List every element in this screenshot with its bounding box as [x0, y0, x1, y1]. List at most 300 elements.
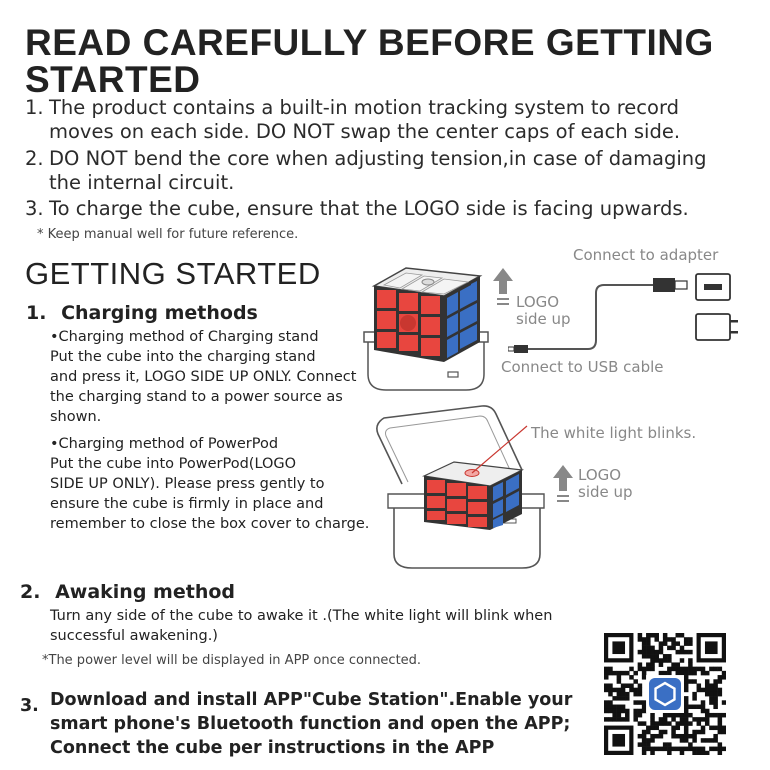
qr-module: [701, 726, 706, 731]
qr-module: [663, 747, 668, 752]
qr-module: [709, 696, 714, 701]
qr-module: [604, 709, 609, 714]
qr-module: [701, 700, 706, 705]
qr-module: [680, 747, 685, 752]
qr-module: [659, 734, 664, 739]
qr-module: [722, 747, 726, 752]
qr-module: [701, 709, 706, 714]
qr-module: [654, 650, 659, 655]
qr-module: [659, 650, 664, 655]
text-line: the charging stand to a power source as: [50, 389, 343, 405]
qr-module: [650, 738, 655, 743]
qr-module: [684, 650, 689, 655]
qr-module: [684, 709, 689, 714]
qr-module: [718, 742, 723, 747]
qr-module: [692, 671, 697, 676]
qr-module: [604, 671, 609, 676]
qr-module: [621, 688, 626, 693]
qr-module: [642, 747, 647, 752]
qr-module: [646, 654, 651, 659]
qr-module: [629, 683, 634, 688]
qr-module: [684, 641, 689, 646]
qr-module: [625, 692, 630, 697]
qr-module: [629, 688, 634, 693]
qr-module: [638, 633, 643, 638]
qr-module: [650, 717, 655, 722]
qr-module: [676, 650, 681, 655]
qr-module: [621, 671, 626, 676]
qr-module: [646, 742, 651, 747]
qr-module: [713, 747, 718, 752]
qr-module: [688, 742, 693, 747]
qr-module: [705, 751, 710, 755]
connect-adapter-label: Connect to adapter: [573, 246, 719, 264]
qr-module: [646, 667, 651, 672]
text-line: SIDE UP ONLY). Please press gently to: [50, 476, 325, 492]
qr-module: [604, 700, 609, 705]
qr-finder: [612, 641, 625, 654]
qr-module: [709, 713, 714, 718]
label-line: LOGO: [516, 293, 560, 311]
qr-code[interactable]: [604, 633, 726, 755]
qr-module: [638, 637, 643, 642]
qr-module: [608, 671, 613, 676]
qr-module: [646, 637, 651, 642]
qr-module: [713, 683, 718, 688]
qr-module: [625, 713, 630, 718]
awaking-instructions: [50, 606, 610, 646]
qr-module: [697, 667, 702, 672]
warning-line: moves on each side. DO NOT swap the center caps of each side.: [49, 120, 681, 143]
qr-module: [676, 747, 681, 752]
title-line-1: READ CAREFULLY BEFORE GETTING: [25, 22, 714, 63]
qr-module: [688, 650, 693, 655]
qr-module: [667, 637, 672, 642]
qr-module: [663, 637, 668, 642]
qr-module: [680, 650, 685, 655]
qr-module: [659, 646, 664, 651]
qr-module: [638, 713, 643, 718]
qr-module: [642, 730, 647, 735]
qr-module: [621, 705, 626, 710]
qr-module: [608, 717, 613, 722]
qr-module: [617, 705, 622, 710]
qr-module: [629, 675, 634, 680]
qr-module: [684, 738, 689, 743]
warning-number: 3.: [25, 197, 44, 220]
qr-module: [642, 675, 647, 680]
qr-module: [621, 692, 626, 697]
qr-module: [671, 641, 676, 646]
qr-module: [663, 742, 668, 747]
qr-module: [633, 700, 638, 705]
qr-module: [659, 730, 664, 735]
qr-module: [608, 667, 613, 672]
qr-module: [713, 679, 718, 684]
qr-module: [722, 675, 726, 680]
qr-module: [650, 734, 655, 739]
qr-module: [688, 721, 693, 726]
qr-module: [617, 709, 622, 714]
qr-module: [650, 646, 655, 651]
qr-module: [671, 637, 676, 642]
text-line: Download and install APP"Cube Station".Enable your: [50, 690, 573, 710]
qr-module: [642, 654, 647, 659]
qr-module: [713, 696, 718, 701]
qr-module: [713, 688, 718, 693]
qr-module: [676, 726, 681, 731]
qr-module: [671, 667, 676, 672]
qr-module: [684, 688, 689, 693]
qr-module: [608, 705, 613, 710]
qr-finder: [705, 641, 718, 654]
qr-module: [680, 734, 685, 739]
qr-module: [713, 692, 718, 697]
qr-module: [697, 730, 702, 735]
qr-module: [604, 688, 609, 693]
qr-module: [713, 700, 718, 705]
qr-module: [671, 713, 676, 718]
qr-module: [633, 688, 638, 693]
qr-module: [667, 654, 672, 659]
qr-module: [680, 671, 685, 676]
qr-module: [642, 650, 647, 655]
qr-module: [705, 679, 710, 684]
qr-module: [612, 713, 617, 718]
qr-module: [684, 696, 689, 701]
label-line: side up: [516, 310, 571, 328]
qr-module: [625, 717, 630, 722]
qr-module: [625, 671, 630, 676]
text-line: •Charging method of PowerPod: [50, 436, 279, 452]
qr-module: [642, 646, 647, 651]
qr-module: [713, 738, 718, 743]
charging-methods-heading: [26, 302, 258, 324]
qr-finder: [612, 734, 625, 747]
qr-module: [671, 646, 676, 651]
warning-item-1: [25, 96, 765, 144]
qr-module: [617, 713, 622, 718]
text-line: Turn any side of the cube to awake it .(The white light will blink when: [50, 608, 553, 624]
manual-note: * Keep manual well for future reference.: [37, 227, 299, 242]
qr-module: [650, 747, 655, 752]
qr-module: [718, 692, 723, 697]
qr-module: [654, 721, 659, 726]
qr-module: [705, 692, 710, 697]
qr-module: [697, 747, 702, 752]
cable-and-adapter-illustration: [508, 268, 748, 368]
qr-module: [709, 692, 714, 697]
qr-module: [676, 641, 681, 646]
qr-module: [713, 705, 718, 710]
qr-module: [604, 717, 609, 722]
qr-module: [633, 671, 638, 676]
qr-module: [718, 679, 723, 684]
qr-module: [642, 641, 647, 646]
qr-module: [688, 658, 693, 663]
qr-module: [654, 734, 659, 739]
warning-line: the internal circuit.: [49, 171, 235, 194]
qr-module: [684, 717, 689, 722]
qr-module: [680, 713, 685, 718]
qr-module: [692, 667, 697, 672]
qr-module: [688, 637, 693, 642]
qr-module: [709, 667, 714, 672]
qr-module: [688, 747, 693, 752]
qr-module: [684, 637, 689, 642]
qr-module: [625, 709, 630, 714]
text-line: and press it, LOGO SIDE UP ONLY. Connect: [50, 369, 357, 385]
qr-module: [680, 721, 685, 726]
qr-module: [680, 646, 685, 651]
qr-module: [663, 641, 668, 646]
qr-module: [667, 646, 672, 651]
qr-module: [718, 730, 723, 735]
up-arrow-icon: [552, 465, 574, 505]
qr-module: [612, 705, 617, 710]
qr-module: [684, 683, 689, 688]
qr-module: [642, 700, 647, 705]
qr-module: [722, 713, 726, 718]
qr-module: [705, 683, 710, 688]
qr-module: [692, 692, 697, 697]
qr-module: [701, 751, 706, 755]
qr-module: [650, 721, 655, 726]
qr-module: [705, 688, 710, 693]
qr-module: [650, 726, 655, 731]
qr-module: [713, 667, 718, 672]
qr-module: [697, 717, 702, 722]
qr-module: [633, 713, 638, 718]
qr-module: [701, 667, 706, 672]
qr-module: [676, 662, 681, 667]
warning-item-3: [25, 197, 765, 221]
section-title: Awaking method: [55, 581, 235, 603]
qr-module: [638, 667, 643, 672]
qr-module: [608, 700, 613, 705]
warning-number: 2.: [25, 147, 44, 170]
qr-module: [718, 667, 723, 672]
qr-module: [676, 721, 681, 726]
qr-module: [722, 726, 726, 731]
warning-line: The product contains a built-in motion tracking system to record: [49, 96, 679, 119]
qr-module: [713, 726, 718, 731]
qr-module: [667, 721, 672, 726]
qr-module: [621, 696, 626, 701]
qr-module: [684, 726, 689, 731]
qr-module: [676, 667, 681, 672]
qr-module: [663, 730, 668, 735]
qr-module: [617, 688, 622, 693]
section-number: 2.: [20, 581, 41, 603]
text-line: smart phone's Bluetooth function and open the APP;: [50, 714, 571, 734]
qr-module: [667, 742, 672, 747]
qr-module: [718, 675, 723, 680]
qr-module: [638, 688, 643, 693]
qr-module: [659, 658, 664, 663]
qr-module: [659, 721, 664, 726]
qr-module: [650, 654, 655, 659]
qr-module: [642, 671, 647, 676]
qr-module: [684, 721, 689, 726]
qr-module: [692, 705, 697, 710]
qr-module: [692, 679, 697, 684]
qr-module: [705, 738, 710, 743]
qr-module: [646, 641, 651, 646]
qr-module: [608, 709, 613, 714]
qr-module: [680, 658, 685, 663]
qr-module: [604, 683, 609, 688]
qr-module: [633, 679, 638, 684]
qr-module: [659, 717, 664, 722]
qr-module: [604, 667, 609, 672]
qr-module: [688, 641, 693, 646]
qr-module: [692, 696, 697, 701]
qr-module: [713, 734, 718, 739]
qr-module: [646, 662, 651, 667]
qr-module: [659, 662, 664, 667]
qr-module: [642, 667, 647, 672]
section-title: Charging methods: [61, 302, 258, 324]
warning-line: To charge the cube, ensure that the LOGO side is facing upwards.: [49, 197, 689, 220]
qr-module: [713, 713, 718, 718]
qr-module: [718, 726, 723, 731]
qr-module: [650, 713, 655, 718]
qr-module: [629, 667, 634, 672]
qr-module: [684, 679, 689, 684]
qr-module: [663, 721, 668, 726]
qr-module: [688, 667, 693, 672]
qr-module: [646, 633, 651, 638]
qr-module: [654, 654, 659, 659]
qr-module: [638, 734, 643, 739]
qr-module: [701, 730, 706, 735]
qr-module: [667, 713, 672, 718]
qr-module: [650, 658, 655, 663]
qr-module: [692, 717, 697, 722]
qr-module: [709, 738, 714, 743]
text-line: shown.: [50, 409, 102, 425]
qr-module: [612, 671, 617, 676]
qr-module: [633, 717, 638, 722]
qr-module: [659, 671, 664, 676]
qr-module: [633, 692, 638, 697]
qr-module: [646, 646, 651, 651]
qr-module: [709, 700, 714, 705]
qr-module: [680, 738, 685, 743]
title-line-2: STARTED: [25, 59, 201, 100]
qr-module: [650, 662, 655, 667]
qr-module: [718, 717, 723, 722]
qr-module: [642, 705, 647, 710]
qr-module: [617, 717, 622, 722]
qr-module: [697, 688, 702, 693]
qr-module: [608, 683, 613, 688]
qr-module: [625, 696, 630, 701]
qr-module: [671, 726, 676, 731]
qr-module: [638, 700, 643, 705]
qr-module: [663, 717, 668, 722]
qr-module: [617, 679, 622, 684]
charging-stand-instructions: [50, 327, 380, 427]
qr-module: [676, 734, 681, 739]
qr-module: [638, 650, 643, 655]
qr-module: [667, 751, 672, 755]
qr-module: [654, 726, 659, 731]
connect-usb-label: Connect to USB cable: [501, 358, 664, 376]
qr-module: [688, 662, 693, 667]
qr-module: [650, 633, 655, 638]
qr-module: [676, 713, 681, 718]
qr-module: [676, 671, 681, 676]
qr-module: [638, 742, 643, 747]
qr-module: [617, 671, 622, 676]
qr-module: [617, 675, 622, 680]
qr-module: [650, 751, 655, 755]
qr-module: [709, 726, 714, 731]
qr-module: [646, 747, 651, 752]
qr-module: [684, 734, 689, 739]
qr-module: [663, 713, 668, 718]
qr-module: [621, 683, 626, 688]
qr-module: [604, 705, 609, 710]
qr-module: [692, 734, 697, 739]
qr-module: [684, 700, 689, 705]
qr-module: [608, 692, 613, 697]
qr-module: [663, 658, 668, 663]
qr-module: [684, 730, 689, 735]
qr-module: [646, 730, 651, 735]
qr-module: [654, 633, 659, 638]
qr-module: [638, 683, 643, 688]
qr-module: [705, 717, 710, 722]
section-number: 1.: [26, 302, 47, 324]
qr-module: [697, 705, 702, 710]
qr-module: [612, 717, 617, 722]
qr-module: [617, 696, 622, 701]
text-line: •Charging method of Charging stand: [50, 329, 319, 345]
qr-module: [667, 658, 672, 663]
qr-module: [697, 721, 702, 726]
qr-module: [621, 717, 626, 722]
qr-module: [642, 738, 647, 743]
qr-module: [688, 705, 693, 710]
qr-module: [718, 688, 723, 693]
qr-module: [663, 671, 668, 676]
qr-module: [692, 730, 697, 735]
qr-module: [680, 667, 685, 672]
qr-module: [650, 650, 655, 655]
qr-module: [608, 688, 613, 693]
qr-module: [612, 688, 617, 693]
qr-module: [701, 671, 706, 676]
qr-module: [697, 751, 702, 755]
qr-module: [663, 633, 668, 638]
qr-module: [722, 671, 726, 676]
qr-module: [671, 730, 676, 735]
qr-module: [684, 675, 689, 680]
qr-module: [684, 667, 689, 672]
qr-module: [646, 650, 651, 655]
text-line: Put the cube into PowerPod(LOGO: [50, 456, 297, 472]
qr-module: [680, 717, 685, 722]
qr-module: [709, 747, 714, 752]
qr-module: [650, 667, 655, 672]
qr-module: [688, 679, 693, 684]
powerpod-instructions: [50, 434, 390, 534]
qr-module: [654, 747, 659, 752]
qr-module: [701, 688, 706, 693]
